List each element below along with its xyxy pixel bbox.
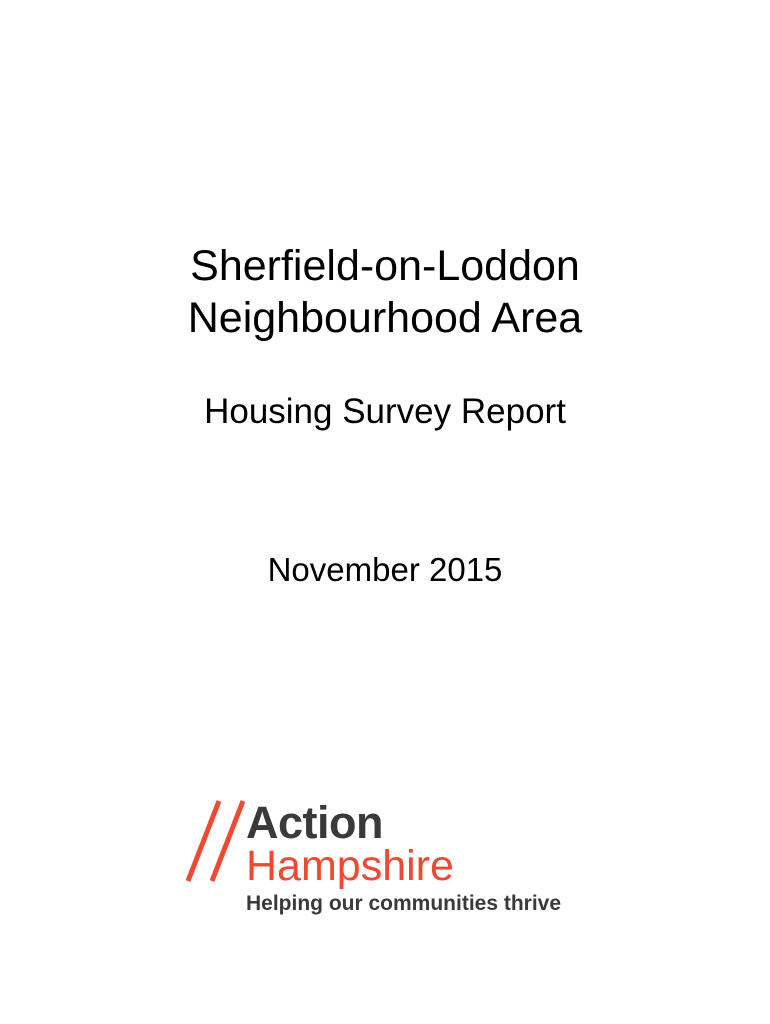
action-hampshire-logo <box>183 795 593 925</box>
logo-word-hampshire: Hampshire <box>246 842 454 890</box>
report-subtitle: Housing Survey Report <box>204 392 566 431</box>
logo-word-action: Action <box>246 797 383 848</box>
double-slash-mark-icon <box>183 795 253 890</box>
title-line-2: Neighbourhood Area <box>187 294 583 342</box>
report-date: November 2015 <box>267 551 503 588</box>
title-line-1: Sherfield-on-Loddon <box>190 242 580 290</box>
logo-tagline: Helping our communities thrive <box>246 892 562 915</box>
report-title <box>0 240 770 344</box>
